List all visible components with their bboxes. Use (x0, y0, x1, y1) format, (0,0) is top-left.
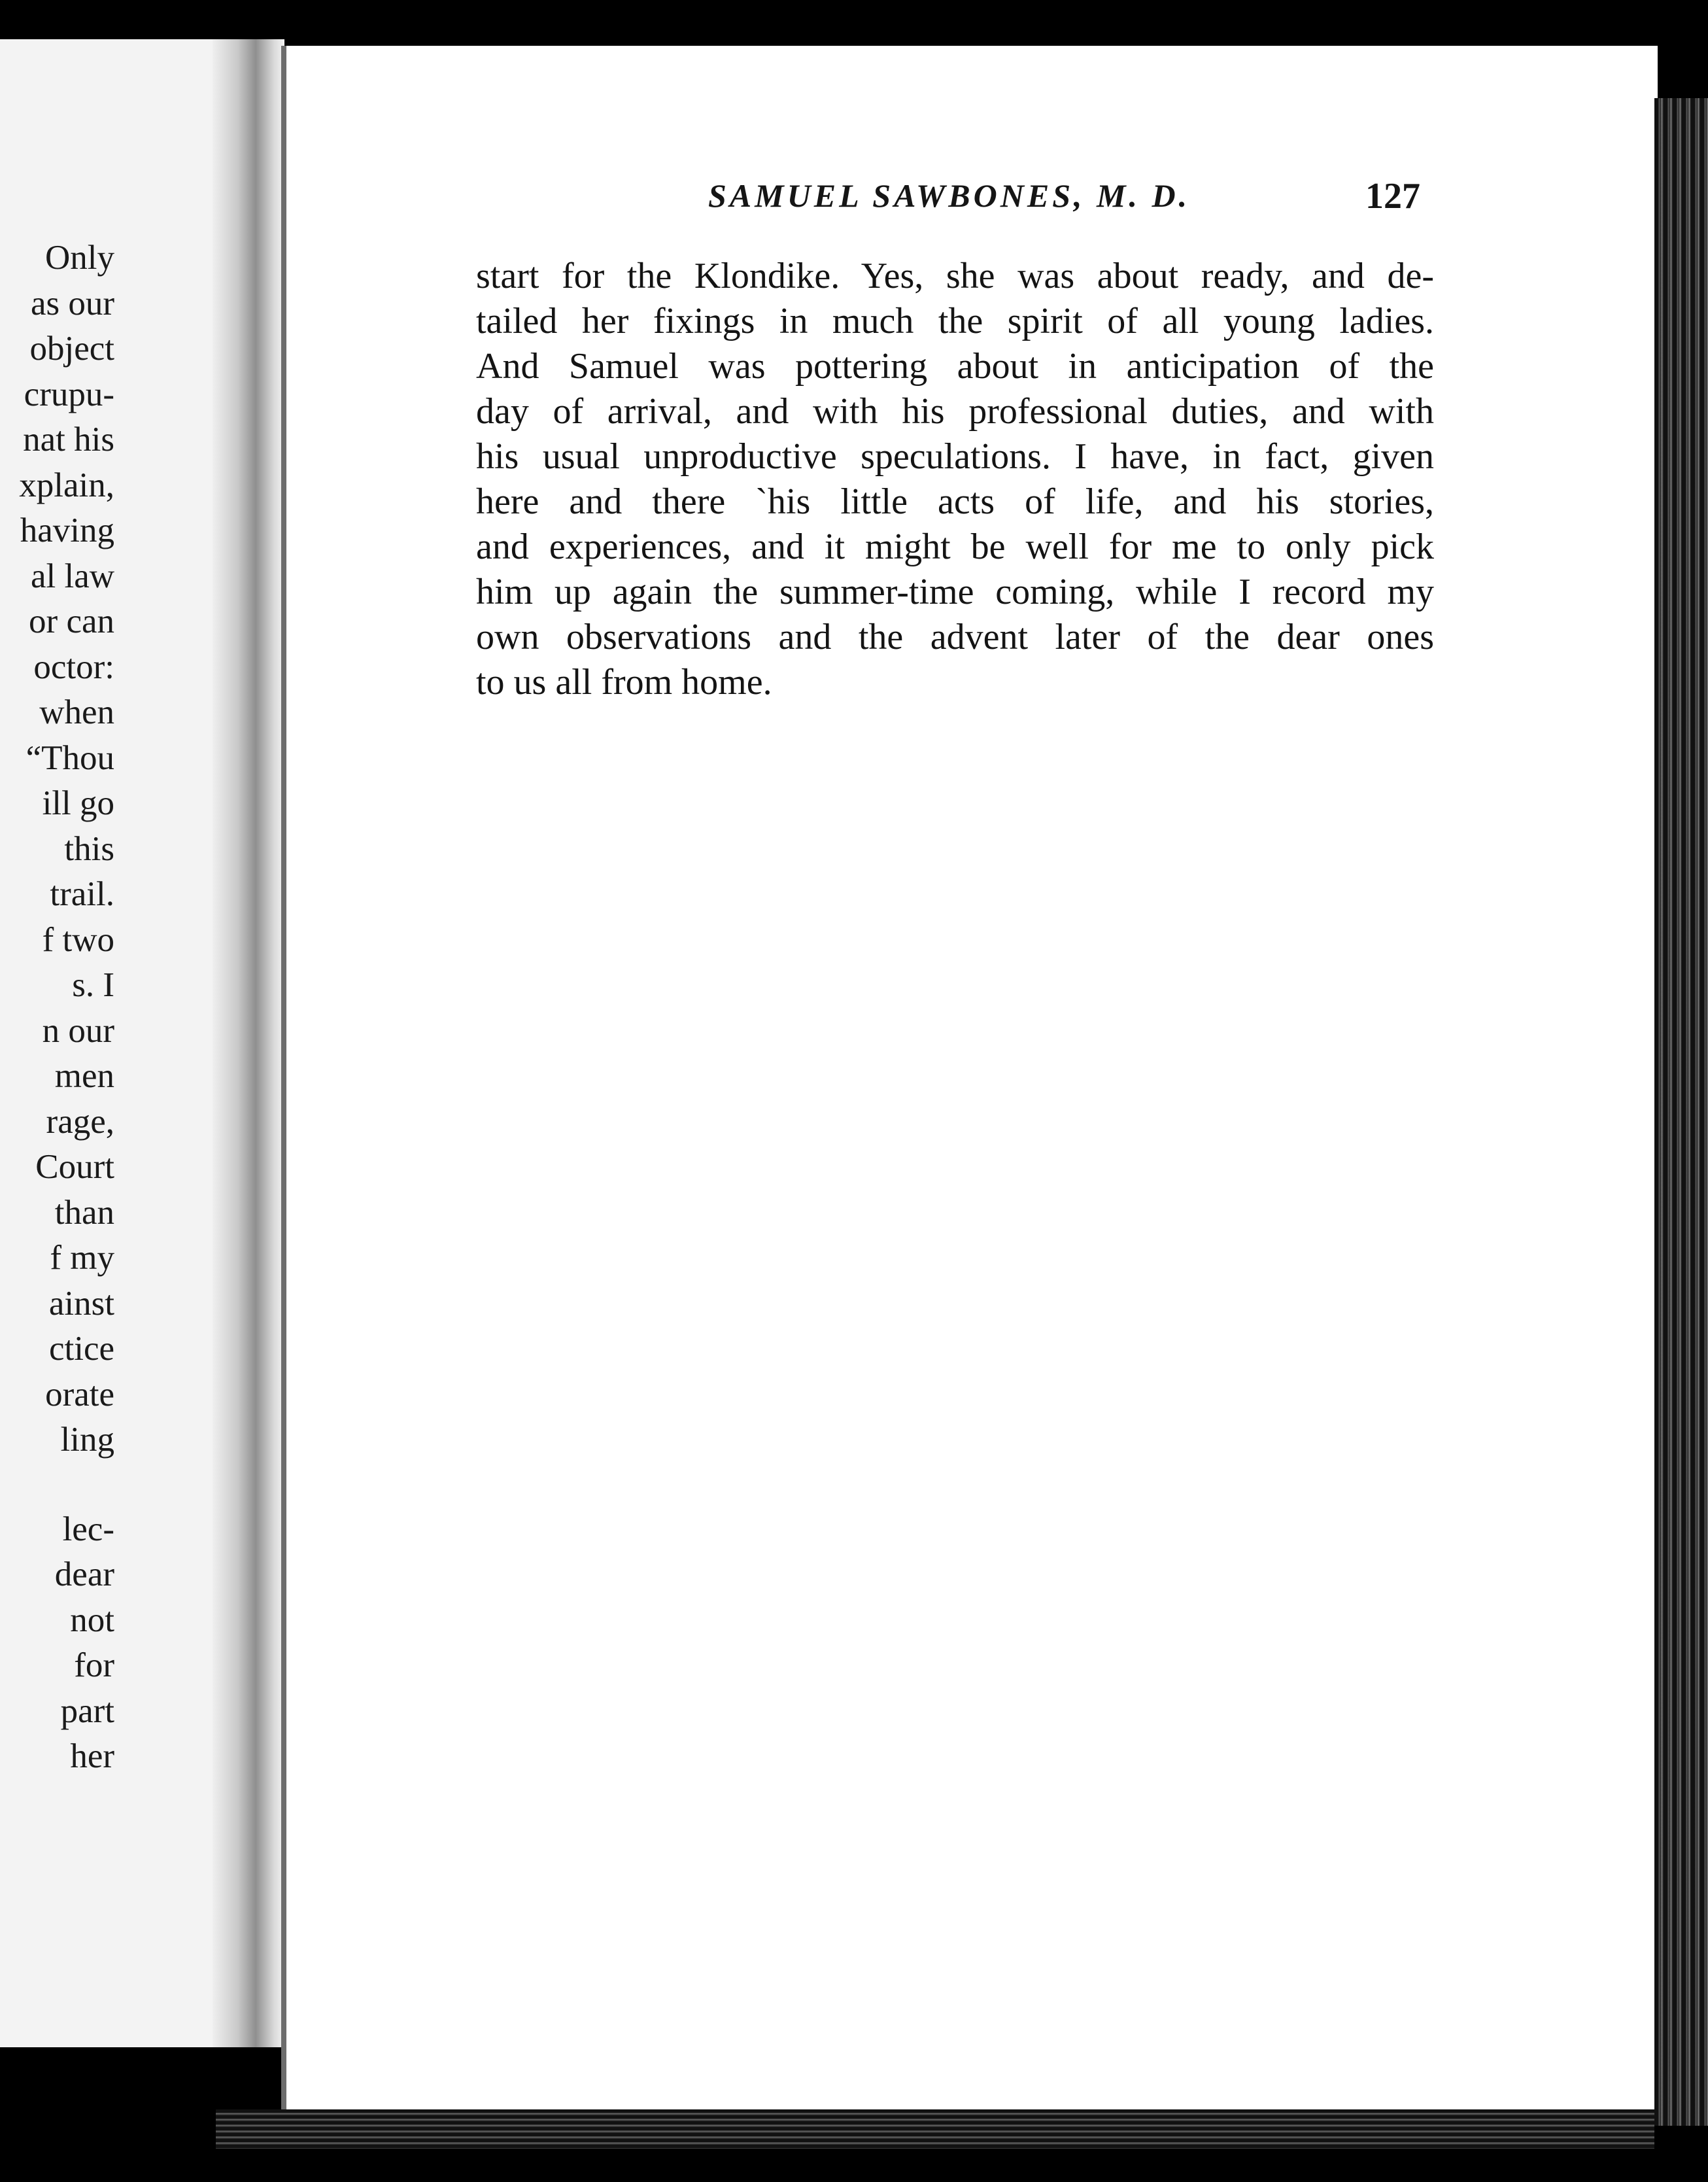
previous-page-line: having (20, 511, 114, 549)
previous-page-line: Court (35, 1148, 114, 1186)
previous-page-line: rage, (46, 1102, 114, 1141)
page-number: 127 (1365, 176, 1420, 216)
body-line: own observations and the advent later of the dear ones (476, 617, 1434, 657)
body-line: tailed her fixings in much the spirit of all young ladies. (476, 301, 1434, 341)
body-line: day of arrival, and with his professional duties, and with (476, 391, 1434, 432)
previous-page-text (0, 235, 114, 1780)
previous-page-line: ainst (48, 1284, 114, 1323)
previous-page-line: her (70, 1737, 114, 1775)
previous-page-line: dear (54, 1555, 114, 1593)
previous-page-line: f two (42, 920, 114, 959)
previous-page-line: ctice (48, 1330, 114, 1368)
previous-page-line: nat his (23, 421, 114, 459)
previous-page-line: xplain, (19, 466, 114, 504)
body-line: and experiences, and it might be well for me to only pick (476, 527, 1434, 567)
previous-page-line: s. I (72, 966, 114, 1004)
previous-page-line: for (74, 1646, 114, 1684)
previous-page-line: al law (30, 557, 114, 595)
body-line: his usual unproductive speculations. I have, in fact, given (476, 436, 1434, 477)
body-line: him up again the summer-time coming, while I record my (476, 572, 1434, 612)
previous-page-line: part (60, 1691, 114, 1730)
previous-page-line: Only (45, 239, 114, 277)
previous-page-line: ill go (42, 784, 114, 822)
previous-page-line: crupu- (24, 375, 114, 413)
body-line: to us all from home. (476, 662, 772, 702)
previous-page-line: or can (29, 602, 114, 640)
body-line: start for the Klondike. Yes, she was about ready, and de- (476, 256, 1434, 296)
current-page (281, 46, 1658, 2109)
previous-page-line: not (70, 1601, 114, 1639)
paragraph-gap (0, 1463, 114, 1507)
previous-page-line: orate (45, 1375, 114, 1413)
previous-page-line: object (29, 330, 114, 368)
body-paragraph (476, 254, 1434, 705)
previous-page-line: as our (30, 284, 114, 322)
previous-page-line: when (39, 693, 114, 731)
previous-page-line: lec- (62, 1510, 114, 1548)
page-bottom-edge (216, 2109, 1654, 2149)
previous-page-line: men (54, 1057, 114, 1095)
previous-page-line: ling (60, 1421, 114, 1459)
previous-page-line: f my (50, 1239, 114, 1277)
body-line: And Samuel was pottering about in anticipation of the (476, 346, 1434, 387)
running-head: SAMUEL SAWBONES, M. D. (708, 177, 1191, 214)
previous-page-line: than (54, 1193, 114, 1232)
previous-page-line: trail. (50, 875, 114, 913)
previous-page-line: octor: (33, 648, 114, 686)
book-gutter (213, 39, 284, 2047)
previous-page-line: this (64, 829, 114, 868)
previous-page-line: “Thou (26, 738, 114, 777)
body-line: here and there `his little acts of life, and his stories, (476, 481, 1434, 522)
previous-page-line: n our (42, 1011, 114, 1050)
previous-page (0, 39, 213, 2047)
page-block-edge (1654, 98, 1708, 2126)
